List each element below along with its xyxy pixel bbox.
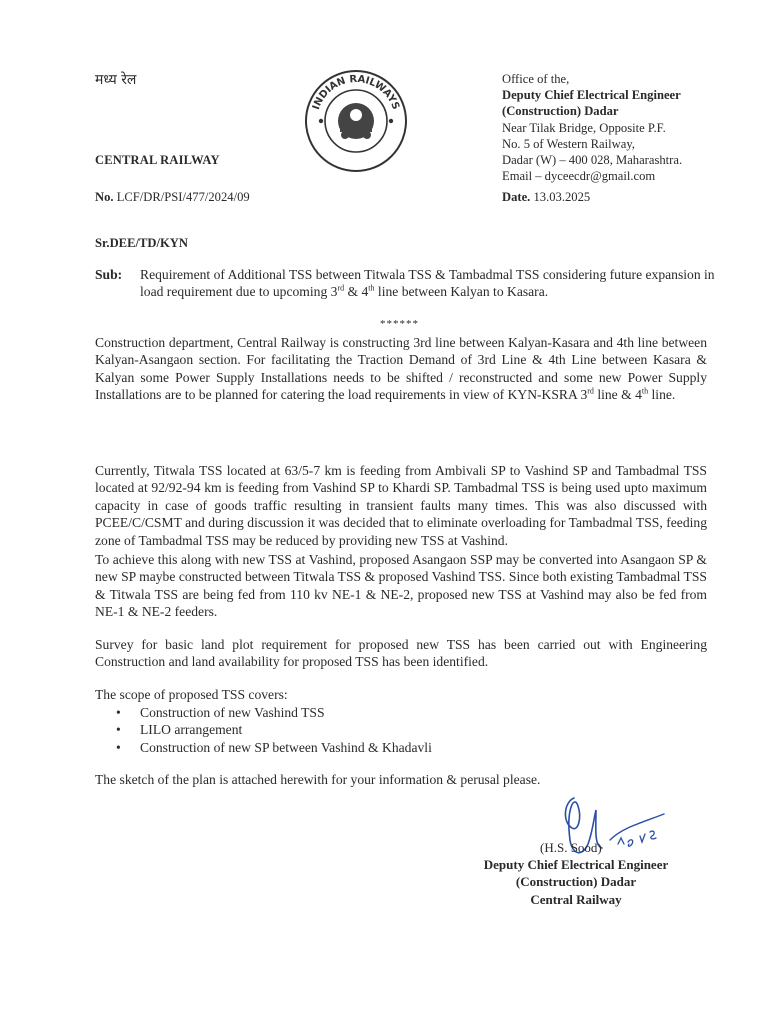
signatory-name: (H.S. Sood) [540, 840, 602, 855]
hindi-title: मध्य रेल [95, 72, 137, 88]
office-line: Deputy Chief Electrical Engineer [502, 88, 681, 103]
list-item: • LILO arrangement [116, 722, 243, 738]
designation-line: Central Railway [530, 891, 622, 907]
designation-line: (Construction) Dadar [515, 874, 637, 890]
list-item: • Construction of new SP between Vashind & Khadavli [116, 739, 432, 755]
bullet-icon: • [116, 739, 121, 755]
list-item: • Construction of new Vashind TSS [116, 704, 325, 720]
bullet-icon: • [116, 704, 121, 720]
separator: ****** [380, 318, 419, 330]
office-line: Near Tilak Bridge, Opposite P.F. [502, 120, 666, 135]
reference-label: No. [95, 190, 114, 204]
date-value: 13.03.2025 [533, 190, 591, 204]
subject-text: Requirement of Additional TSS between Titwala TSS & Tambadmal TSS considering future expansion in load requirement due to upcoming 3rd & 4th line between Kalyan to Kasara. [140, 267, 715, 300]
letter-date [502, 190, 590, 205]
closing-line: The sketch of the plan is attached herewith for your information & perusal please. [95, 772, 541, 787]
date-label: Date. [502, 190, 531, 204]
svg-text:INDIAN RAILWAYS: INDIAN RAILWAYS [310, 73, 402, 112]
subject-block [95, 266, 715, 301]
addressee: Sr.DEE/TD/KYN [95, 236, 188, 250]
office-line: Dadar (W) – 400 028, Maharashtra. [502, 153, 683, 168]
office-address [502, 71, 762, 184]
paragraph-3: To achieve this along with new TSS at Vashind, proposed Asangaon SSP may be converted into Asangaon SP & new SP maybe constructed between Titwala TSS & proposed Vashind TSS. Since both existing Tambadmal TSS & Titwala TSS are being fed from 110 kv NE-1 & NE-2, proposed new TSS at Vashind may also be fed from NE-1 & NE-2 feeders. [95, 552, 707, 620]
reference-number [95, 190, 250, 205]
paragraph-1: Construction department, Central Railway is constructing 3rd line between Kalyan-Kasara and 4th line between Kalyan-Asangaon section. For facilitating the Traction Demand of 3rd Line & 4th Line between Kasara & Kalyan some Power Supply Installations needs to be shifted / reconstructed and some new Power Supply Installations are to be planned for catering the load requirements in view of KYN-KSRA 3rd line & 4th line. [95, 335, 707, 403]
signatory-designation [476, 856, 676, 908]
subject-label: Sub: [95, 267, 123, 282]
paragraph-2: Currently, Titwala TSS located at 63/5-7 km is feeding from Ambivali SP to Vashind SP and Tambadmal TSS located at 92/92-94 km is feeding from Vashind SP to Khardi SP. Tambadmal TSS is being used upto maximum capacity in case of goods traffic resulting in transient faults many times. This was also discussed with PCEE/C/CSMT and during discussion it was decided that to eliminate overloading for Tambadmal TSS, feeding zone of Tambadmal TSS may be reduced by providing new TSS at Vashind. [95, 463, 707, 548]
bullet-icon: • [116, 722, 121, 738]
office-line: (Construction) Dadar [502, 104, 619, 119]
scope-intro: The scope of proposed TSS covers: [95, 687, 288, 702]
paragraph-4: Survey for basic land plot requirement for proposed new TSS has been carried out with Engineering Construction and land availability for proposed TSS has been identified. [95, 637, 707, 670]
office-line: No. 5 of Western Railway, [502, 136, 635, 151]
reference-value: LCF/DR/PSI/477/2024/09 [116, 190, 250, 204]
scope-list [95, 704, 432, 757]
railway-name: CENTRAL RAILWAY [95, 153, 220, 167]
office-email: Email – dyceecdr@gmail.com [502, 169, 656, 184]
scope-section [95, 686, 432, 756]
designation-line: Deputy Chief Electrical Engineer [483, 857, 669, 872]
indian-railways-logo-icon [303, 68, 409, 174]
office-line: Office of the, [502, 72, 570, 86]
